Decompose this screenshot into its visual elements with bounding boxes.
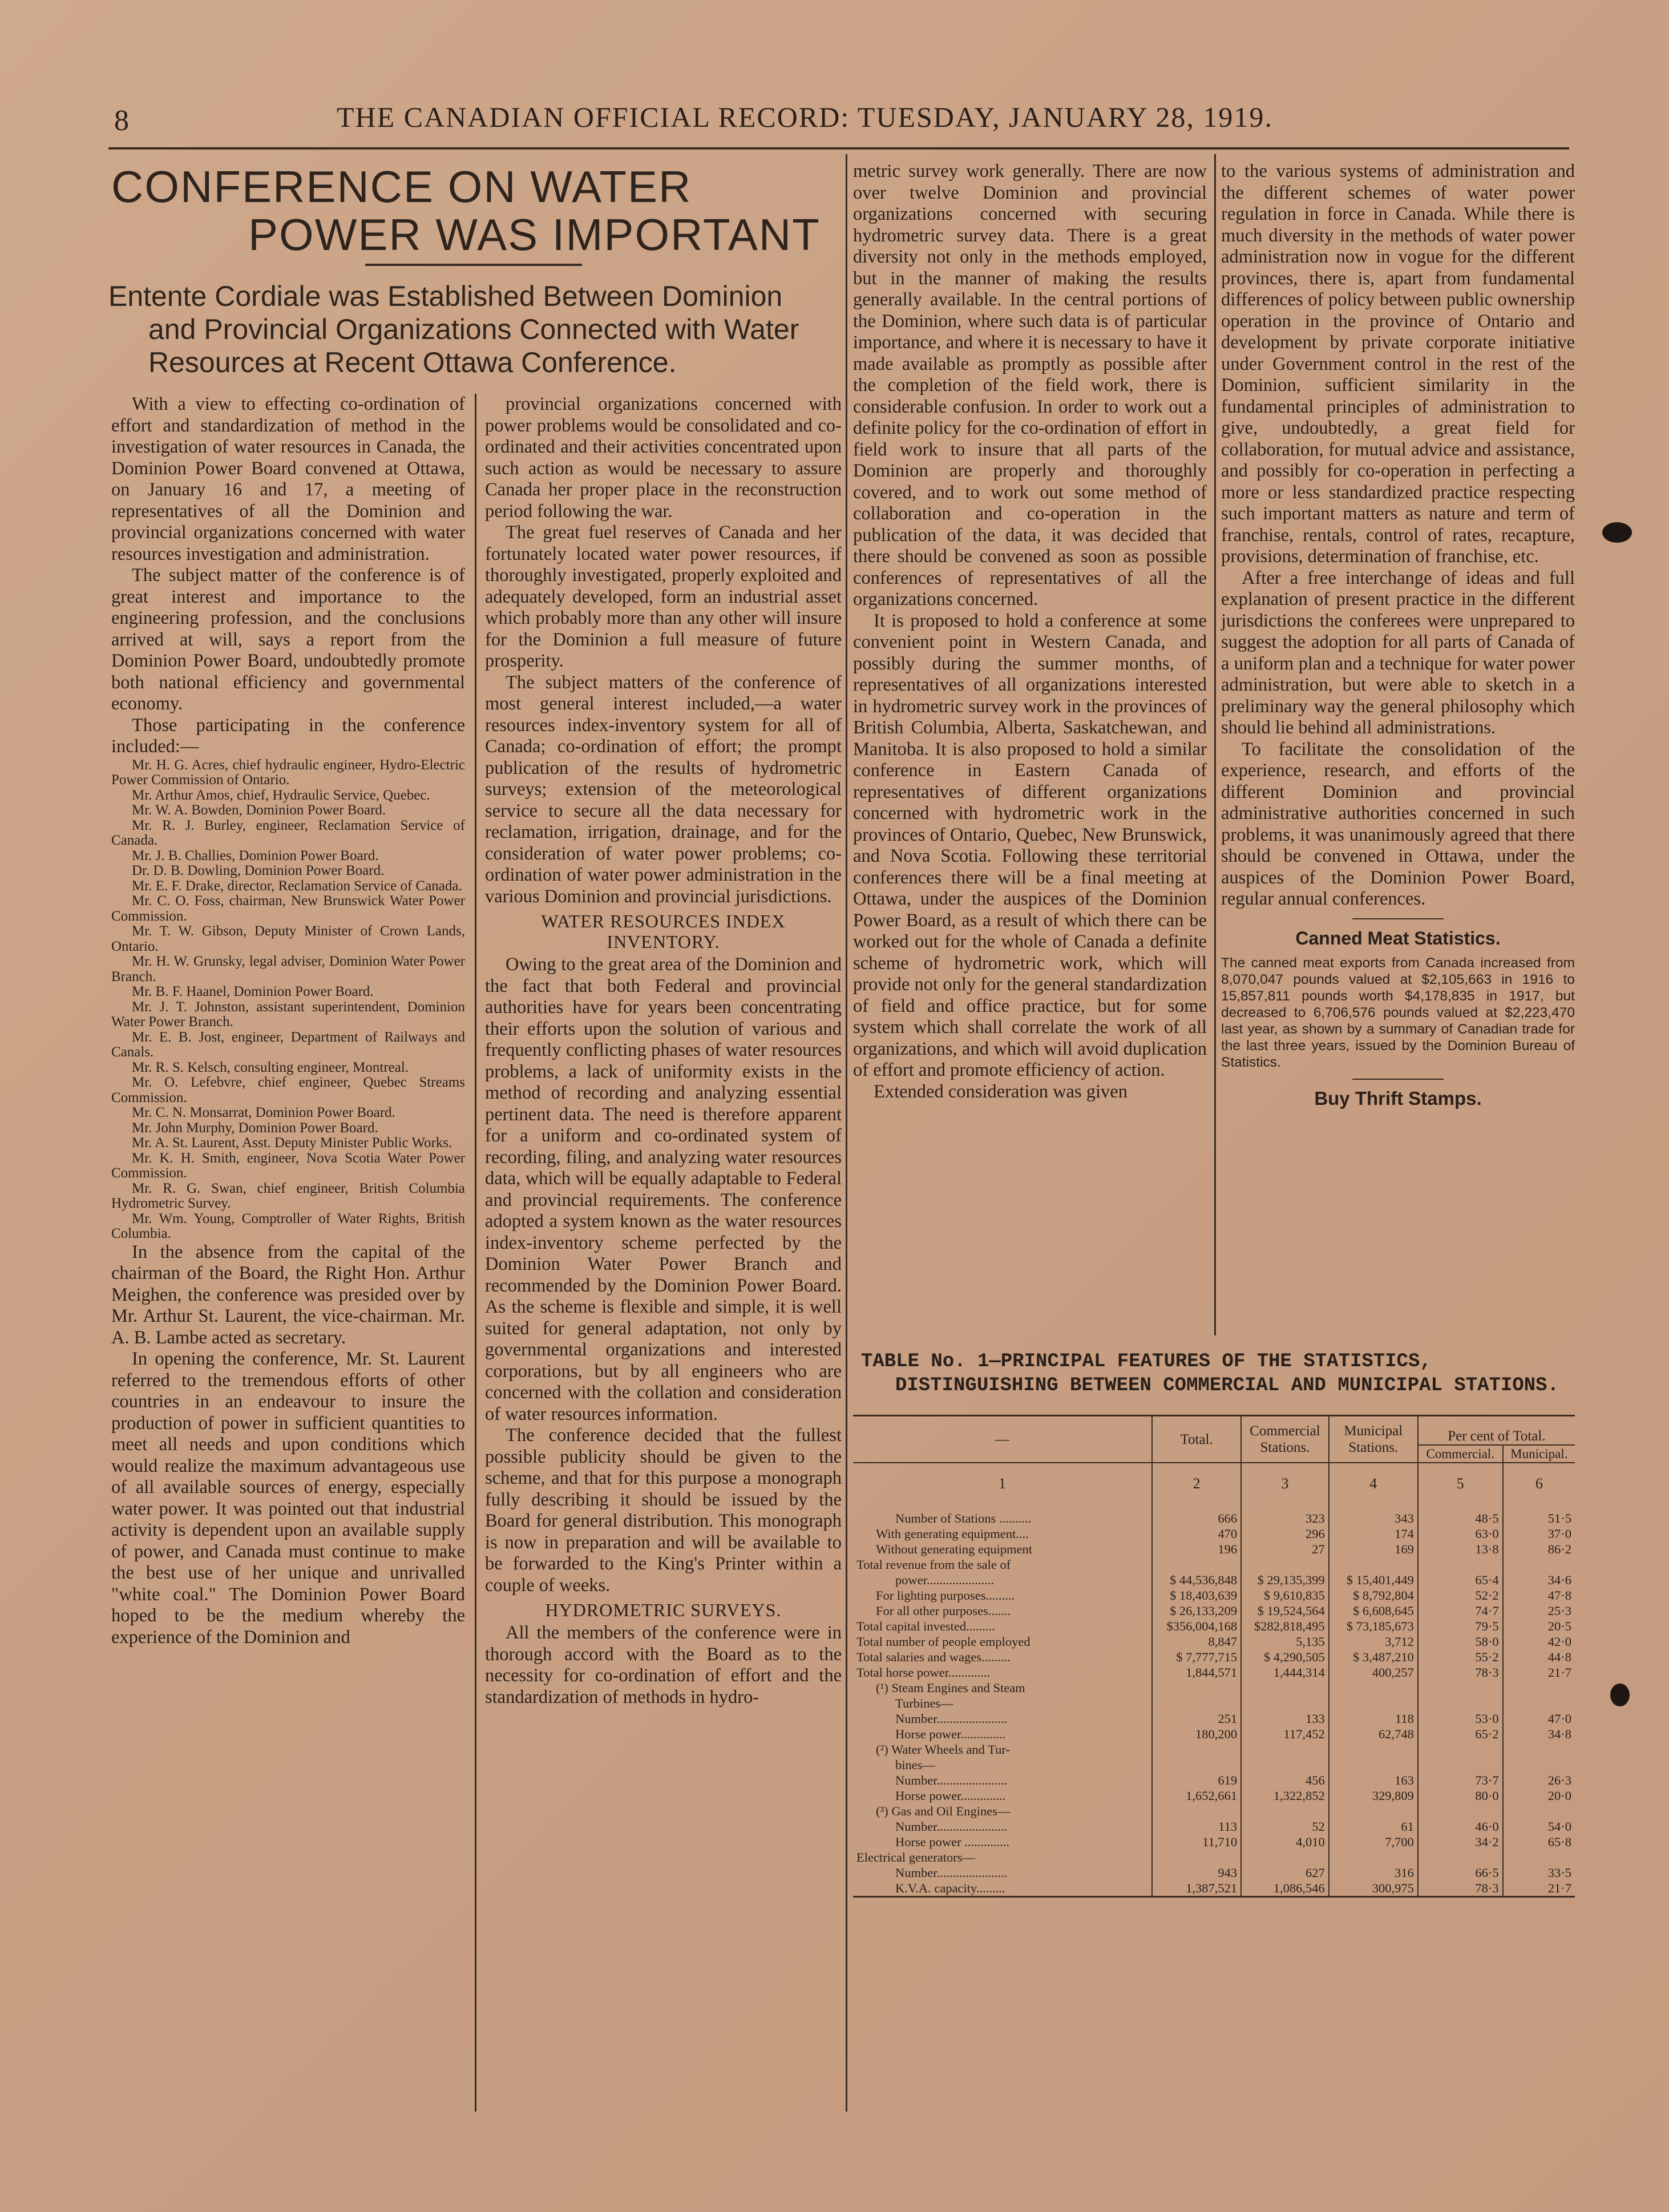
row-label: (²) Water Wheels and Tur- [876,1742,1010,1757]
cell-mun [1329,1680,1418,1696]
cell-total: 1,387,521 [1152,1880,1241,1897]
paragraph: to the various systems of administration and the different schemes of water power regulation in force in Canada. While there is much diversity in the methods of water power administration now in vogue for the different provinces, there is, apart from fundamental differences of policy between public ownership operation in the province of Ontario and development by private corporate initiative under Government control in the rest of the Dominion, sufficient similarity in the fundamental principles of administration to give, undoubtedly, a great field for collaboration, for mutual advice and assistance, and possibly for co-operation in perfecting a more or less standardized practice respecting such important matters as nature and term of franchise, rentals, control of rates, recapture, provisions, determination of franchise, etc. [1221,161,1575,567]
statistics-table [853,1415,1575,1898]
statistics-table-section [853,1350,1575,1898]
cell-com: 133 [1241,1711,1329,1726]
paragraph: Owing to the great area of the Dominion and the fact that both Federal and provincial authorities have for years been concentrating their efforts upon the solution of various and frequently conflicting phases of water resources problems, a lack of uniformity exists in the method of recording and analyzing essential pertinent data. The need is therefore apparent for a uniform and co-ordinated system of recording, filing, and analyzing water resources data, which will be equally adaptable to Federal and provincial requirements. The conference adopted a system known as the water resources index-inventory scheme perfected by the Dominion Water Power Branch and recommended by the Dominion Power Board. As the scheme is flexible and simple, it is well suited for general adaptation, not only by governmental organizations and interested corporations, but by all engineers who are concerned with the collation and consideration of water resources information. [485,954,842,1424]
cell-com: 456 [1241,1773,1329,1788]
cell-com [1241,1680,1329,1696]
cell-mun: 329,809 [1329,1788,1418,1803]
row-label: With generating equipment.... [876,1527,1029,1541]
ink-blot [1610,1684,1630,1706]
column-number: 4 [1329,1463,1418,1506]
cell-com: $ 29,135,399 [1241,1572,1329,1588]
cell-pm [1503,1850,1575,1865]
article-column-1 [111,394,465,1648]
divider [1352,918,1444,919]
cell-pm [1503,1803,1575,1819]
row-label: Number...................... [895,1773,1008,1787]
cell-mun: $ 15,401,449 [1329,1572,1418,1588]
table-row [853,1634,1575,1649]
row-label: Total horse power............. [856,1665,991,1680]
table-row [853,1649,1575,1665]
cell-total: $ 7,777,715 [1152,1649,1241,1665]
cell-pm: 20·0 [1503,1788,1575,1803]
cell-total: 470 [1152,1526,1241,1541]
cell-pc: 48·5 [1418,1506,1503,1526]
table-row [853,1757,1575,1773]
cell-pc [1418,1850,1503,1865]
thrift-stamps-notice: Buy Thrift Stamps. [1314,1087,1482,1109]
header-pct-municipal: Municipal. [1503,1445,1575,1463]
section-heading: HYDROMETRIC SURVEYS. [545,1600,782,1620]
table-row [853,1726,1575,1742]
cell-mun: 7,700 [1329,1834,1418,1850]
row-label: Total revenue from the sale of [856,1557,1011,1572]
cell-total: 619 [1152,1773,1241,1788]
headline-line-2: POWER WAS IMPORTANT [248,209,821,260]
column-number: 2 [1152,1463,1241,1506]
cell-total: 943 [1152,1865,1241,1880]
table-row [853,1680,1575,1696]
cell-pm [1503,1742,1575,1757]
table-row [853,1742,1575,1757]
participant-item: Mr. J. T. Johnston, assistant superintendent, Dominion Water Power Branch. [111,999,465,1030]
cell-pm: 21·7 [1503,1665,1575,1680]
cell-com [1241,1803,1329,1819]
table-row [853,1526,1575,1541]
article-column-2 [485,394,842,1708]
table-row [853,1696,1575,1711]
headline [111,163,842,259]
row-label: (³) Gas and Oil Engines— [876,1804,1011,1818]
cell-total: 196 [1152,1541,1241,1557]
paragraph: All the members of the conference were in thorough accord with the Board as to the necessity for co-ordination of effort and the standardization of methods in hydro- [485,1622,842,1708]
table-row [853,1803,1575,1819]
table-row [853,1788,1575,1803]
cell-mun: 163 [1329,1773,1418,1788]
column-divider [846,154,847,2112]
cell-com: 296 [1241,1526,1329,1541]
cell-pm: 42·0 [1503,1634,1575,1649]
cell-mun: 316 [1329,1865,1418,1880]
paragraph: The conference decided that the fullest possible publicity should be given to the scheme, and that for this purpose a monograph fully describing it should be issued by the Board for general distribution. This monograph is now in preparation and will be available to be forwarded to the King's Printer within a couple of weeks. [485,1425,842,1596]
cell-mun: 62,748 [1329,1726,1418,1742]
cell-mun: 169 [1329,1541,1418,1557]
participant-item: Mr. R. S. Kelsch, consulting engineer, Montreal. [132,1059,409,1075]
cell-pc: 52·2 [1418,1588,1503,1603]
row-label: For all other purposes....... [876,1604,1011,1618]
row-label: Horse power .............. [895,1835,1009,1849]
participant-item: Mr. K. H. Smith, engineer, Nova Scotia Water Power Commission. [111,1150,465,1181]
article-column-3 [853,161,1207,1103]
cell-pm: 33·5 [1503,1865,1575,1880]
paragraph: The subject matter of the conference is of great interest and importance to the engineering profession, and the conclusions arrived at will, says a report from the Dominion Power Board, undoubtedly promote both national efficiency and governmental economy. [111,565,465,714]
column-number: 6 [1503,1463,1575,1506]
cell-pm: 86·2 [1503,1541,1575,1557]
cell-com: 5,135 [1241,1634,1329,1649]
row-label: Number...................... [895,1819,1008,1834]
cell-total [1152,1850,1241,1865]
paragraph: Extended consideration was given [874,1081,1128,1102]
cell-mun: 3,712 [1329,1634,1418,1649]
cell-total: 666 [1152,1506,1241,1526]
cell-total [1152,1680,1241,1696]
paragraph: The great fuel reserves of Canada and her fortunately located water power resources, if thoroughly investigated, properly exploited and adequately developed, form an industrial asset which probably more than any other will insure for the Dominion a full measure of future prosperity. [485,522,842,671]
cell-pc [1418,1757,1503,1773]
cell-com: 323 [1241,1506,1329,1526]
deck [108,280,844,379]
table-row [853,1572,1575,1588]
cell-pc: 65·4 [1418,1572,1503,1588]
cell-mun: 400,257 [1329,1665,1418,1680]
cell-com: $ 9,610,835 [1241,1588,1329,1603]
cell-total: $356,004,168 [1152,1618,1241,1634]
table-row [853,1773,1575,1788]
article-column-4 [1221,161,1575,1109]
cell-pc: 66·5 [1418,1865,1503,1880]
table-row [853,1618,1575,1634]
row-label: Total number of people employed [856,1634,1031,1649]
cell-pm: 21·7 [1503,1880,1575,1897]
header-total: Total. [1152,1416,1241,1463]
paragraph: After a free interchange of ideas and full explanation of present practice in the different jurisdictions the conferees were unprepared to suggest the adoption for all parts of Canada of a uniform plan and a technique for water power administration, but were able to sketch in a preliminary way the general philosophy which should lie behind all administrations. [1221,567,1575,738]
cell-com: 627 [1241,1865,1329,1880]
cell-pm: 47·8 [1503,1588,1575,1603]
paragraph: metric survey work generally. There are now over twelve Dominion and provincial organizations concerned with securing hydrometric survey data. There is a great diversity not only in the methods employed, but in the manner of making the results generally available. In the central portions of the Dominion, where such data is of particular importance, and where it is necessary to have it made available as promptly as possible after the completion of the field work, there is considerable confusion. In order to work out a definite policy for the co-ordination of effort in field work to insure that all parts of the Dominion are properly and thoroughly covered, and to work out some method of collaboration and co-operation in the publication of the data, it was decided that there should be convened as soon as possible conferences of representatives of all the organizations concerned. [853,161,1207,609]
cell-pm: 34·8 [1503,1726,1575,1742]
table-row [853,1603,1575,1618]
cell-com: 1,086,546 [1241,1880,1329,1897]
cell-total: 113 [1152,1819,1241,1834]
cell-pc: 78·3 [1418,1665,1503,1680]
cell-pc: 58·0 [1418,1634,1503,1649]
column-number: 1 [853,1463,1152,1506]
column-divider [1214,154,1216,1335]
table-row [853,1880,1575,1897]
cell-pm: 26·3 [1503,1773,1575,1788]
cell-pm: 51·5 [1503,1506,1575,1526]
masthead-rule [108,147,1569,150]
participant-item: Mr. O. Lefebvre, chief engineer, Quebec Streams Commission. [111,1075,465,1105]
cell-pm: 20·5 [1503,1618,1575,1634]
canned-meat-text: The canned meat exports from Canada increased from 8,070,047 pounds valued at $2,105,663 in 1916 to 15,857,811 pounds worth $4,178,835 in 1917, but decreased to 6,706,576 pounds valued at $2,223,470 last year, as shown by a summary of Canadian trade for the last three years, issued by the Dominion Bureau of Statistics. [1221,955,1575,1070]
cell-com: 52 [1241,1819,1329,1834]
cell-pc [1418,1557,1503,1572]
participant-item: Mr. Wm. Young, Comptroller of Water Rights, British Columbia. [111,1210,465,1241]
cell-total [1152,1803,1241,1819]
participant-item: Mr. W. A. Bowden, Dominion Power Board. [132,802,386,818]
cell-com [1241,1696,1329,1711]
cell-mun [1329,1742,1418,1757]
column-number: 5 [1418,1463,1503,1506]
cell-mun: 61 [1329,1819,1418,1834]
cell-mun [1329,1757,1418,1773]
cell-pm: 37·0 [1503,1526,1575,1541]
page-number: 8 [114,104,129,137]
cell-pc: 63·0 [1418,1526,1503,1541]
participants-list [111,758,465,1242]
cell-pc: 34·2 [1418,1834,1503,1850]
divider [1352,1079,1444,1080]
cell-mun: 343 [1329,1506,1418,1526]
participant-item: Mr. C. N. Monsarrat, Dominion Power Board. [132,1105,395,1120]
cell-com: 1,444,314 [1241,1665,1329,1680]
cell-pc: 53·0 [1418,1711,1503,1726]
paragraph: provincial organizations concerned with power problems would be consolidated and co-ordinated and their activities concentrated upon such action as would be necessary to assure Canada her proper place in the reconstruction period following the war. [485,394,842,522]
cell-mun [1329,1850,1418,1865]
row-label: Number...................... [895,1866,1008,1880]
row-label: bines— [895,1758,935,1772]
cell-total [1152,1757,1241,1773]
table-row [853,1834,1575,1850]
cell-pc: 74·7 [1418,1603,1503,1618]
cell-pc: 78·3 [1418,1880,1503,1897]
cell-pm: 54·0 [1503,1819,1575,1834]
table-row [853,1557,1575,1572]
cell-com: 4,010 [1241,1834,1329,1850]
cell-total: 8,847 [1152,1634,1241,1649]
cell-mun: $ 8,792,804 [1329,1588,1418,1603]
cell-mun [1329,1803,1418,1819]
header-pct-commercial: Commercial. [1418,1445,1503,1463]
paragraph: To facilitate the consolidation of the experience, research, and efforts of the different Dominion and provincial administrative authorities concerned in such problems, it was unanimously agreed that there should be convened in Ottawa, under the auspices of the Dominion Power Board, regular annual conferences. [1221,738,1575,909]
cell-total: 1,844,571 [1152,1665,1241,1680]
row-label: K.V.A. capacity......... [853,1880,1152,1897]
row-label: power..................... [895,1573,995,1587]
deck-line-2: and Provincial Organizations Connected with Water Resources at Recent Ottawa Conference. [148,313,799,378]
participant-item: Mr. B. F. Haanel, Dominion Power Board. [132,984,374,999]
row-label: For lighting purposes......... [876,1588,1015,1603]
headline-rule [365,264,582,266]
cell-com [1241,1850,1329,1865]
row-label: Electrical generators— [856,1850,976,1864]
cell-total: $ 26,133,209 [1152,1603,1241,1618]
cell-pm [1503,1680,1575,1696]
table-row [853,1506,1575,1526]
cell-mun: $ 6,608,645 [1329,1603,1418,1618]
participant-item: Mr. John Murphy, Dominion Power Board. [132,1120,378,1136]
participant-item: Mr. H. W. Grunsky, legal adviser, Dominion Water Power Branch. [111,954,465,984]
cell-mun: $ 73,185,673 [1329,1618,1418,1634]
participant-item: Mr. A. St. Laurent, Asst. Deputy Minister Public Works. [132,1135,452,1151]
row-label: (¹) Steam Engines and Steam [876,1681,1025,1695]
canned-meat-title: Canned Meat Statistics. [1295,927,1501,948]
table-row [853,1819,1575,1834]
table-row [853,1541,1575,1557]
cell-pc [1418,1803,1503,1819]
cell-mun [1329,1696,1418,1711]
cell-pc: 80·0 [1418,1788,1503,1803]
cell-pm: 47·0 [1503,1711,1575,1726]
cell-total: 251 [1152,1711,1241,1726]
table-row [853,1865,1575,1880]
header-label: — [853,1416,1152,1463]
cell-pc [1418,1696,1503,1711]
row-label: Number...................... [895,1712,1008,1726]
row-label: Total capital invested......... [856,1619,995,1633]
row-label: Number of Stations .......... [895,1511,1032,1525]
cell-total: $ 44,536,848 [1152,1572,1241,1588]
cell-com [1241,1757,1329,1773]
table-title: TABLE No. 1—PRINCIPAL FEATURES OF THE STATISTICS, DISTINGUISHING BETWEEN COMMERCIAL AND MUNICIPAL STATIONS. [861,1351,1559,1396]
cell-mun: 174 [1329,1526,1418,1541]
participant-item: Mr. R. J. Burley, engineer, Reclamation Service of Canada. [111,817,465,848]
section-heading: WATER RESOURCES INDEX INVENTORY. [541,911,786,952]
masthead: THE CANADIAN OFFICIAL RECORD: TUESDAY, JANUARY 28, 1919. [337,101,1273,133]
cell-pm [1503,1557,1575,1572]
row-label: Horse power.............. [895,1789,1006,1803]
cell-pm [1503,1696,1575,1711]
cell-total [1152,1696,1241,1711]
cell-com: $282,818,495 [1241,1618,1329,1634]
cell-pc: 13·8 [1418,1541,1503,1557]
cell-pc: 73·7 [1418,1773,1503,1788]
header-municipal: Municipal Stations. [1329,1416,1418,1463]
row-label: Total salaries and wages......... [856,1650,1011,1664]
cell-total: 180,200 [1152,1726,1241,1742]
cell-mun: 300,975 [1329,1880,1418,1897]
cell-pc: 79·5 [1418,1618,1503,1634]
cell-pc [1418,1680,1503,1696]
row-label: Turbines— [895,1696,953,1710]
participant-item: Mr. E. F. Drake, director, Reclamation Service of Canada. [132,878,462,894]
participant-item: Dr. D. B. Dowling, Dominion Power Board. [132,863,385,878]
participant-item: Mr. T. W. Gibson, Deputy Minister of Crown Lands, Ontario. [111,923,465,954]
cell-total: $ 18,403,639 [1152,1588,1241,1603]
cell-pm: 44·8 [1503,1649,1575,1665]
row-label: Without generating equipment [876,1542,1033,1556]
cell-pm [1503,1757,1575,1773]
table-row [853,1588,1575,1603]
paragraph: In opening the conference, Mr. St. Laurent referred to the tremendous efforts of other countries in an endeavour to insure the production of power in sufficient quantities to meet all needs and upon conditions which would realize the maximum advantageous use of all available sources of energy, especially water power. It was pointed out that industrial activity is dependent upon an available supply of power, and Canada must continue to make the best use of her unique and unrivalled "white coal." The Dominion Power Board hoped to be the medium whereby the experience of the Dominion and [111,1349,465,1648]
paragraph: With a view to effecting co-ordination of effort and standardization of method in the investigation of water resources in Canada, the Dominion Power Board convened at Ottawa, on January 16 and 17, a meeting of representatives of all the Dominion and provincial organizations concerned with water resources investigation and administration. [111,394,465,564]
cell-total [1152,1742,1241,1757]
paragraph: The subject matters of the conference of most general interest included,—a water resources index-inventory system for all of Canada; co-ordination of effort; the prompt publication of the results of hydrometric surveys; extension of the meteorological service to secure all the data necessary for reclamation, irrigation, drainage, and for the consideration of water power problems; co-ordination of water power administration in the various Dominion and provincial jurisdictions. [485,672,842,907]
paragraph: Those participating in the conference included:— [111,715,465,757]
statistics-table-body [853,1506,1575,1897]
cell-com: 117,452 [1241,1726,1329,1742]
table-row [853,1711,1575,1726]
cell-total: 1,652,661 [1152,1788,1241,1803]
cell-com [1241,1742,1329,1757]
cell-pc: 55·2 [1418,1649,1503,1665]
participant-item: Mr. E. B. Jost, engineer, Department of Railways and Canals. [111,1029,465,1060]
ink-blot [1602,522,1632,543]
participant-item: Mr. Arthur Amos, chief, Hydraulic Service, Quebec. [132,787,430,803]
paragraph: In the absence from the capital of the chairman of the Board, the Right Hon. Arthur Meighen, the conference was presided over by Mr. Arthur St. Laurent, the vice-chairman. Mr. A. B. Lambe acted as secretary. [111,1241,465,1348]
row-label: Horse power.............. [895,1727,1006,1741]
cell-pm: 25·3 [1503,1603,1575,1618]
cell-com: 1,322,852 [1241,1788,1329,1803]
cell-mun [1329,1557,1418,1572]
column-divider [475,394,476,2112]
headline-line-1: CONFERENCE ON WATER [111,162,692,212]
cell-pc: 46·0 [1418,1819,1503,1834]
header-commercial: Commercial Stations. [1241,1416,1329,1463]
column-number: 3 [1241,1463,1329,1506]
cell-com: $ 4,290,505 [1241,1649,1329,1665]
cell-pc: 65·2 [1418,1726,1503,1742]
cell-pm: 65·8 [1503,1834,1575,1850]
cell-total [1152,1557,1241,1572]
participant-item: Mr. H. G. Acres, chief hydraulic engineer, Hydro-Electric Power Commission of Ontario. [111,757,465,788]
cell-com: 27 [1241,1541,1329,1557]
cell-mun: $ 3,487,210 [1329,1649,1418,1665]
paragraph: It is proposed to hold a conference at some convenient point in Western Canada, and possibly during the summer months, of representatives of all organizations interested in hydrometric survey work in the provinces of British Columbia, Alberta, Saskatchewan, and Manitoba. It is also proposed to hold a similar conference in Eastern Canada of representatives of different organizations concerned with hydrometric work in the provinces of Ontario, Quebec, New Brunswick, and Nova Scotia. Following these territorial conferences there will be a final meeting at Ottawa, under the auspices of the Dominion Power Board, as a result of which there can be worked out for the whole of Canada a definite scheme of hydrometric work, which will provide not only for the general standardization of field and office practice, but for some system which shall correlate the work of all organizations, and which will avoid duplication of effort and promote efficiency of action. [853,610,1207,1080]
cell-pc [1418,1742,1503,1757]
cell-total: 11,710 [1152,1834,1241,1850]
table-row [853,1850,1575,1865]
participant-item: Mr. J. B. Challies, Dominion Power Board. [132,847,379,863]
deck-line-1: Entente Cordiale was Established Between Dominion [108,280,783,312]
header-percent: Per cent of Total. [1418,1416,1575,1446]
cell-com [1241,1557,1329,1572]
participant-item: Mr. C. O. Foss, chairman, New Brunswick Water Power Commission. [111,893,465,924]
participant-item: Mr. R. G. Swan, chief engineer, British Columbia Hydrometric Survey. [111,1180,465,1211]
cell-mun: 118 [1329,1711,1418,1726]
cell-pm: 34·6 [1503,1572,1575,1588]
cell-com: $ 19,524,564 [1241,1603,1329,1618]
table-row [853,1665,1575,1680]
